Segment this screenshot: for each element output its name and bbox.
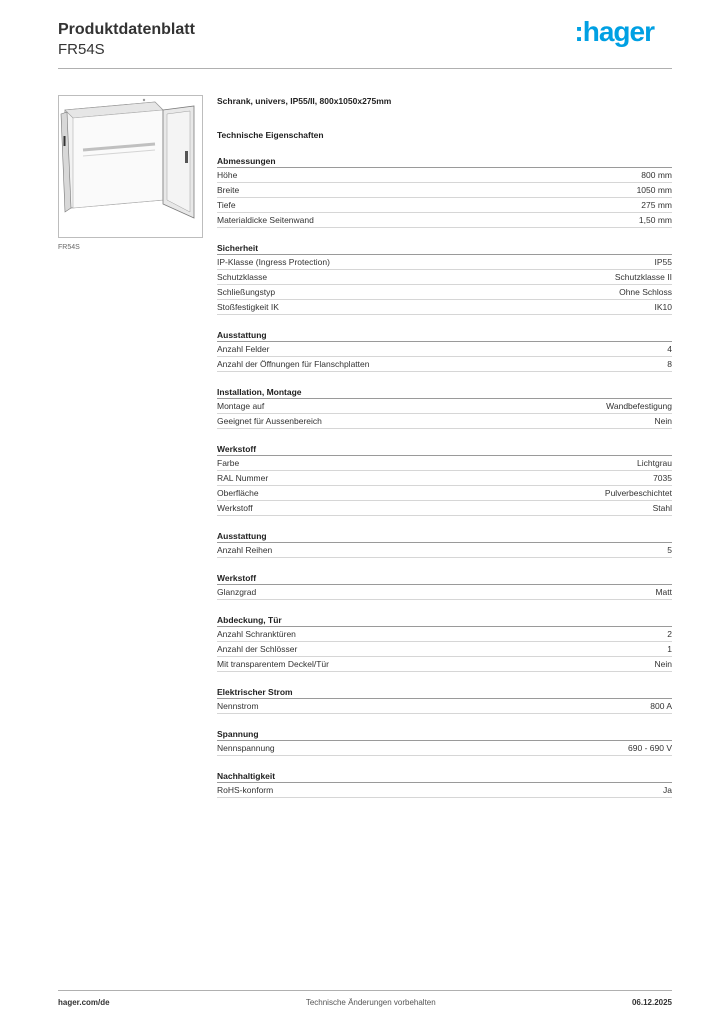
property-value: Wandbefestigung xyxy=(606,401,672,411)
section-title: Ausstattung xyxy=(217,530,672,543)
property-label: IP-Klasse (Ingress Protection) xyxy=(217,257,330,267)
property-row xyxy=(217,783,672,798)
property-value: Nein xyxy=(654,416,672,426)
property-value: 1050 mm xyxy=(636,185,672,195)
property-row xyxy=(217,642,672,657)
property-row xyxy=(217,486,672,501)
property-row xyxy=(217,270,672,285)
property-section xyxy=(217,572,672,600)
section-title: Abdeckung, Tür xyxy=(217,614,672,627)
technical-properties-heading: Technische Eigenschaften xyxy=(217,130,324,140)
property-value: 4 xyxy=(667,344,672,354)
property-label: Glanzgrad xyxy=(217,587,257,597)
property-value: Lichtgrau xyxy=(637,458,672,468)
property-label: Materialdicke Seitenwand xyxy=(217,215,314,225)
section-title: Spannung xyxy=(217,728,672,741)
page-title: Produktdatenblatt xyxy=(58,21,195,38)
property-label: Stoßfestigkeit IK xyxy=(217,302,279,312)
section-title: Installation, Montage xyxy=(217,386,672,399)
property-value: IP55 xyxy=(654,257,672,267)
property-label: Anzahl Schranktüren xyxy=(217,629,296,639)
property-section xyxy=(217,530,672,558)
property-value: 690 - 690 V xyxy=(628,743,672,753)
property-value: IK10 xyxy=(654,302,672,312)
footer-divider xyxy=(58,990,672,991)
property-label: Schließungstyp xyxy=(217,287,276,297)
property-value: 5 xyxy=(667,545,672,555)
property-value: Ja xyxy=(663,785,672,795)
property-row xyxy=(217,399,672,414)
property-row xyxy=(217,213,672,228)
property-value: Pulverbeschichtet xyxy=(604,488,672,498)
property-value: Stahl xyxy=(652,503,672,513)
product-description: Schrank, univers, IP55/II, 800x1050x275mm xyxy=(217,96,392,106)
property-section xyxy=(217,386,672,429)
property-label: Mit transparentem Deckel/Tür xyxy=(217,659,329,669)
property-section xyxy=(217,329,672,372)
property-value: Schutzklasse II xyxy=(614,272,672,282)
product-image xyxy=(58,95,203,238)
property-label: Schutzklasse xyxy=(217,272,268,282)
property-label: RoHS-konform xyxy=(217,785,274,795)
property-row xyxy=(217,183,672,198)
property-label: Tiefe xyxy=(217,200,236,210)
property-label: Montage auf xyxy=(217,401,265,411)
property-label: Anzahl Reihen xyxy=(217,545,273,555)
property-row xyxy=(217,198,672,213)
property-value: 2 xyxy=(667,629,672,639)
property-row xyxy=(217,543,672,558)
section-title: Elektrischer Strom xyxy=(217,686,672,699)
property-section xyxy=(217,770,672,798)
property-row xyxy=(217,657,672,672)
property-row xyxy=(217,471,672,486)
page-footer xyxy=(58,998,672,1007)
footer-notice: Technische Änderungen vorbehalten xyxy=(305,998,436,1007)
property-label: Anzahl der Schlösser xyxy=(217,644,298,654)
property-label: Nennstrom xyxy=(217,701,259,711)
property-section xyxy=(217,728,672,756)
property-row xyxy=(217,285,672,300)
property-label: Geeignet für Aussenbereich xyxy=(217,416,322,426)
image-caption: FR54S xyxy=(58,244,80,251)
document-header xyxy=(58,20,195,59)
section-title: Werkstoff xyxy=(217,572,672,585)
property-label: Farbe xyxy=(217,458,240,468)
footer-date: 06.12.2025 xyxy=(631,998,672,1007)
property-value: Nein xyxy=(654,659,672,669)
section-title: Werkstoff xyxy=(217,443,672,456)
property-row xyxy=(217,255,672,270)
property-sections xyxy=(217,155,672,798)
property-row xyxy=(217,168,672,183)
property-label: RAL Nummer xyxy=(217,473,269,483)
property-row xyxy=(217,741,672,756)
property-label: Anzahl der Öffnungen für Flanschplatten xyxy=(217,359,370,369)
property-label: Anzahl Felder xyxy=(217,344,270,354)
property-value: 8 xyxy=(667,359,672,369)
cabinet-illustration xyxy=(59,96,202,237)
property-label: Oberfläche xyxy=(217,488,259,498)
property-row xyxy=(217,501,672,516)
property-value: 7035 xyxy=(653,473,672,483)
property-row xyxy=(217,342,672,357)
property-row xyxy=(217,627,672,642)
property-row xyxy=(217,699,672,714)
section-title: Ausstattung xyxy=(217,329,672,342)
property-value: 800 mm xyxy=(641,170,672,180)
property-label: Höhe xyxy=(217,170,238,180)
property-label: Breite xyxy=(217,185,240,195)
property-value: 800 A xyxy=(650,701,672,711)
property-section xyxy=(217,686,672,714)
product-code: FR54S xyxy=(58,41,105,58)
property-row xyxy=(217,414,672,429)
property-section xyxy=(217,614,672,672)
property-row xyxy=(217,300,672,315)
property-label: Nennspannung xyxy=(217,743,275,753)
section-title: Nachhaltigkeit xyxy=(217,770,672,783)
property-row xyxy=(217,585,672,600)
footer-website-link[interactable]: hager.com/de xyxy=(58,998,110,1007)
property-value: Matt xyxy=(655,587,672,597)
hager-logo: :hager xyxy=(574,16,654,47)
property-row xyxy=(217,357,672,372)
property-value: 275 mm xyxy=(641,200,672,210)
section-title: Abmessungen xyxy=(217,155,672,168)
property-section xyxy=(217,155,672,228)
property-value: 1,50 mm xyxy=(638,215,672,225)
section-title: Sicherheit xyxy=(217,242,672,255)
property-value: Ohne Schloss xyxy=(619,287,672,297)
datasheet-content xyxy=(217,94,672,798)
header-divider xyxy=(58,68,672,69)
property-label: Werkstoff xyxy=(217,503,253,513)
property-value: 1 xyxy=(667,644,672,654)
property-section xyxy=(217,443,672,516)
property-section xyxy=(217,242,672,315)
property-row xyxy=(217,456,672,471)
